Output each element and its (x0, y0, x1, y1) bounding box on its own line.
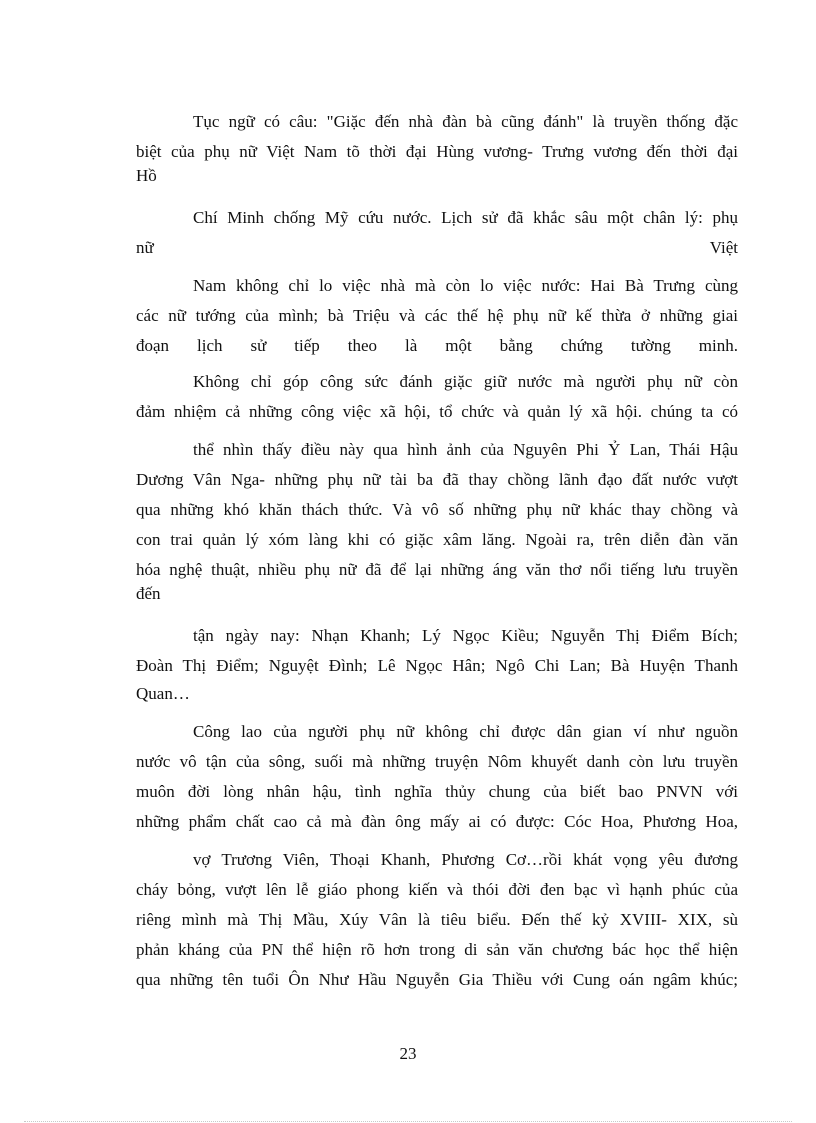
page-bottom-divider (24, 1121, 792, 1122)
text-line: muôn đời lòng nhân hậu, tình nghĩa thủy chung của biết bao PNVN với (136, 782, 738, 801)
text-line: những phẩm chất cao cả mà đàn ông mấy ai có được: Cóc Hoa, Phương Hoa, (136, 812, 738, 831)
text-line: đảm nhiệm cả những công việc xã hội, tổ chức và quản lý xã hội. chúng ta có (136, 402, 738, 421)
text-line: vợ Trương Viên, Thoại Khanh, Phương Cơ…rồi khát vọng yêu đương (193, 850, 738, 869)
text-line: Nam không chỉ lo việc nhà mà còn lo việc nước: Hai Bà Trưng cùng (193, 276, 738, 295)
text-line: đoạn lịch sử tiếp theo là một bằng chứng tường minh. (136, 336, 738, 355)
text-line: Hồ (136, 166, 157, 185)
text-line: Dương Vân Nga- những phụ nữ tài ba đã thay chồng lãnh đạo đất nước vượt (136, 470, 738, 489)
text-line: phản kháng của PN thể hiện rõ hơn trong di sản văn chương bác học thể hiện (136, 940, 738, 959)
text-line: con trai quản lý xóm làng khi có giặc xâm lăng. Ngoài ra, trên diễn đàn văn (136, 530, 738, 549)
text-line: hóa nghệ thuật, nhiều phụ nữ đã để lại những áng văn thơ nổi tiếng lưu truyền (136, 560, 738, 579)
text-line: Không chỉ góp công sức đánh giặc giữ nước mà người phụ nữ còn (193, 372, 738, 391)
text-line: Công lao của người phụ nữ không chỉ được dân gian ví như nguồn (193, 722, 738, 741)
text-line: các nữ tướng của mình; bà Triệu và các thế hệ phụ nữ kế thừa ở những giai (136, 306, 738, 325)
text-line: Chí Minh chống Mỹ cứu nước. Lịch sử đã khắc sâu một chân lý: phụ (193, 208, 738, 227)
text-line: nước vô tận của sông, suối mà những truyện Nôm khuyết danh còn lưu truyền (136, 752, 738, 771)
text-line: cháy bỏng, vượt lên lễ giáo phong kiến và thói đời đen bạc vì hạnh phúc của (136, 880, 738, 899)
text-line: biệt của phụ nữ Việt Nam tõ thời đại Hùng vương- Trưng vương đến thời đại (136, 142, 738, 161)
text-line: riêng mình mà Thị Mầu, Xúy Vân là tiêu biểu. Đến thế kỷ XVIII- XIX, sù (136, 910, 738, 929)
text-line: Quan… (136, 684, 190, 703)
text-line: đến (136, 584, 161, 603)
text-line: thể nhìn thấy điều này qua hình ảnh của Nguyên Phi Ỷ Lan, Thái Hậu (193, 440, 738, 459)
text-line: nữ (136, 238, 154, 257)
page-number: 23 (399, 1044, 417, 1063)
text-line: tận ngày nay: Nhạn Khanh; Lý Ngọc Kiều; Nguyễn Thị Điểm Bích; (193, 626, 738, 645)
text-line: Đoàn Thị Điểm; Nguyệt Đình; Lê Ngọc Hân; Ngô Chi Lan; Bà Huyện Thanh (136, 656, 738, 675)
text-line: Tục ngữ có câu: "Giặc đến nhà đàn bà cũng đánh" là truyền thống đặc (193, 112, 738, 131)
text-line: qua những tên tuổi Ôn Như Hầu Nguyễn Gia Thiều với Cung oán ngâm khúc; (136, 970, 738, 989)
text-line: qua những khó khăn thách thức. Và vô số những phụ nữ khác thay chồng và (136, 500, 738, 519)
text-line: Việt (709, 238, 738, 257)
